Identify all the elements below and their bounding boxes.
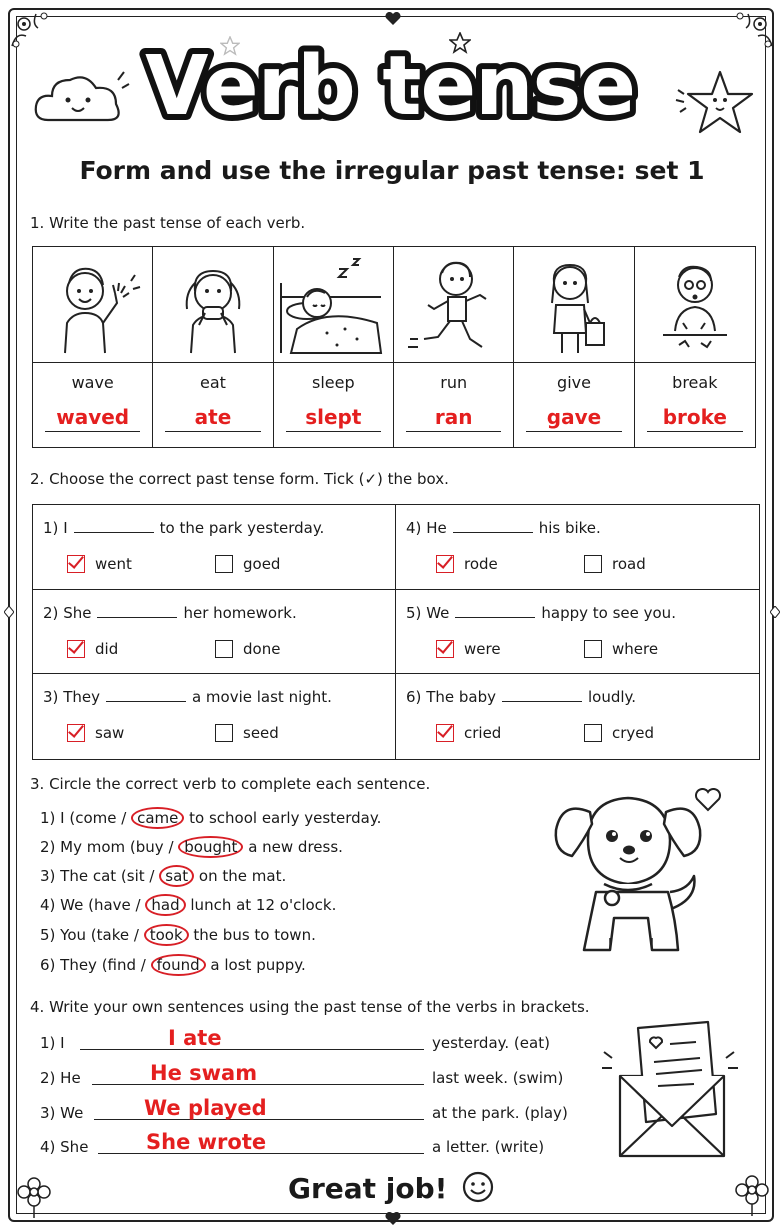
- verb-grid: [32, 246, 756, 448]
- checkbox-checked[interactable]: [67, 724, 85, 742]
- circled-answer[interactable]: found: [151, 954, 206, 976]
- verb-cell: [514, 363, 634, 447]
- verb-label: break: [672, 373, 718, 392]
- circle-sentence: 2) My mom (buy / bought a new dress.: [40, 838, 343, 856]
- verb-label: sleep: [312, 373, 355, 392]
- circled-answer[interactable]: took: [144, 924, 189, 946]
- sentence-label: 4) She: [40, 1138, 89, 1156]
- sentence-row: [40, 1130, 570, 1160]
- sentence-answer[interactable]: We played: [144, 1096, 267, 1120]
- verb-label: give: [557, 373, 591, 392]
- picture-cell: [514, 247, 634, 363]
- section-4-heading: 4. Write your own sentences using the past tense of the verbs in brackets.: [30, 998, 590, 1016]
- heart-icon: [385, 1212, 401, 1226]
- checkbox[interactable]: [215, 724, 233, 742]
- heart-icon: [385, 12, 401, 26]
- tick-question: [396, 590, 759, 675]
- corner-flower-icon: [726, 6, 778, 58]
- option-label: seed: [243, 724, 279, 743]
- picture-cell: [153, 247, 273, 363]
- checkbox[interactable]: [584, 555, 602, 573]
- question-text: 2) She her homework.: [43, 603, 297, 622]
- worksheet-subtitle: Form and use the irregular past tense: set 1: [79, 156, 705, 185]
- option-checkbox[interactable]: [436, 640, 501, 658]
- verb-cell: [274, 363, 394, 447]
- answer-line: [92, 1084, 424, 1085]
- circle-sentence: 1) I (come / came to school early yesterday.: [40, 809, 382, 827]
- circled-answer[interactable]: bought: [178, 836, 243, 858]
- corner-flower-icon: [724, 1166, 776, 1218]
- option-checkbox[interactable]: [584, 640, 658, 658]
- tick-question: [396, 505, 759, 590]
- verb-label: eat: [200, 373, 226, 392]
- worksheet-title: [110, 28, 670, 138]
- svg-text:Verb tense: Verb tense: [145, 39, 635, 134]
- sentence-label: 2) He: [40, 1069, 81, 1087]
- checkbox[interactable]: [584, 640, 602, 658]
- circle-sentence: 5) You (take / took the bus to town.: [40, 926, 316, 944]
- past-tense-answer[interactable]: waved: [45, 405, 140, 432]
- sentence-answer[interactable]: I ate: [168, 1026, 222, 1050]
- girl-with-bag-icon: [524, 253, 624, 357]
- checkbox-checked[interactable]: [436, 640, 454, 658]
- checkbox-checked[interactable]: [436, 555, 454, 573]
- option-label: went: [95, 555, 132, 573]
- eating-girl-icon: [163, 253, 263, 357]
- sentence-row: [40, 1061, 570, 1091]
- circle-sentence: 4) We (have / had lunch at 12 o'clock.: [40, 896, 337, 914]
- sentence-row: [40, 1096, 570, 1126]
- option-checkbox[interactable]: [215, 640, 280, 658]
- question-text: 5) We happy to see you.: [406, 603, 676, 622]
- circle-sentence: 3) The cat (sit / sat on the mat.: [40, 867, 287, 885]
- option-checkbox[interactable]: [436, 724, 501, 742]
- past-tense-answer[interactable]: gave: [526, 405, 621, 432]
- question-text: 6) The baby loudly.: [406, 688, 637, 707]
- corner-flower-icon: [6, 6, 58, 58]
- option-checkbox[interactable]: [436, 555, 498, 573]
- sentence-answer[interactable]: He swam: [150, 1061, 258, 1085]
- checkbox[interactable]: [215, 555, 233, 573]
- option-checkbox[interactable]: [67, 640, 118, 658]
- sentence-row: [40, 1026, 570, 1056]
- tick-question: [33, 590, 396, 675]
- checkbox[interactable]: [215, 640, 233, 658]
- verb-cell: [33, 363, 153, 447]
- option-label: cryed: [612, 724, 655, 743]
- option-label: where: [612, 639, 659, 658]
- option-label: saw: [95, 724, 125, 743]
- section-3-heading: 3. Circle the correct verb to complete each sentence.: [30, 775, 431, 793]
- envelope-letter-icon: [598, 1018, 746, 1166]
- sentence-label: 1) I: [40, 1034, 65, 1052]
- sleeping-child-icon: [277, 253, 389, 357]
- checkbox[interactable]: [584, 724, 602, 742]
- sentence-end: at the park. (play): [432, 1104, 568, 1122]
- running-boy-icon: [404, 253, 504, 357]
- sentence-end: last week. (swim): [432, 1069, 564, 1087]
- sentence-label: 3) We: [40, 1104, 84, 1122]
- option-checkbox[interactable]: [67, 724, 124, 742]
- checkbox-checked[interactable]: [67, 555, 85, 573]
- sentence-answer[interactable]: She wrote: [146, 1130, 267, 1154]
- circle-sentence: 6) They (find / found a lost puppy.: [40, 956, 306, 974]
- circled-answer[interactable]: came: [131, 807, 184, 829]
- great-job-text: Great job!: [288, 1170, 495, 1205]
- smiley-face-icon: [461, 1170, 495, 1204]
- past-tense-answer[interactable]: slept: [286, 405, 381, 432]
- picture-cell: [394, 247, 514, 363]
- question-text: 1) I to the park yesterday.: [43, 519, 325, 537]
- heart-icon: [694, 788, 722, 812]
- picture-cell: [274, 247, 394, 363]
- sentence-end: yesterday. (eat): [432, 1034, 550, 1052]
- verb-cell: [635, 363, 755, 447]
- circled-answer[interactable]: had: [145, 894, 185, 916]
- section-2-heading: 2. Choose the correct past tense form. Tick (✓) the box.: [30, 470, 449, 488]
- picture-cell: [635, 247, 755, 363]
- option-label: done: [243, 639, 281, 658]
- past-tense-answer[interactable]: ate: [165, 405, 260, 432]
- option-checkbox[interactable]: [215, 555, 280, 573]
- diamond-icon: [4, 606, 14, 618]
- sentence-end: a letter. (write): [432, 1138, 545, 1156]
- smiling-star-icon: [672, 64, 760, 144]
- tick-question: [33, 674, 396, 759]
- verb-label: run: [440, 373, 468, 392]
- tick-grid: [32, 504, 760, 760]
- answer-line: [80, 1049, 424, 1050]
- corner-flower-icon: [10, 1168, 62, 1220]
- option-label: were: [464, 639, 501, 658]
- diamond-icon: [770, 606, 780, 618]
- tick-question: [396, 674, 759, 759]
- question-text: 3) They a movie last night.: [43, 688, 332, 707]
- option-checkbox[interactable]: [215, 724, 279, 742]
- verb-label: wave: [71, 373, 114, 392]
- option-label: cried: [464, 724, 502, 743]
- waving-boy-icon: [43, 253, 143, 357]
- section-1-heading: 1. Write the past tense of each verb.: [30, 214, 306, 232]
- option-checkbox[interactable]: [584, 555, 646, 573]
- verb-cell: [394, 363, 514, 447]
- option-label: goed: [243, 555, 281, 573]
- option-label: rode: [464, 555, 498, 573]
- option-label: road: [612, 555, 646, 573]
- checkbox-checked[interactable]: [436, 724, 454, 742]
- option-checkbox[interactable]: [584, 724, 654, 742]
- picture-cell: [33, 247, 153, 363]
- circled-answer[interactable]: sat: [159, 865, 194, 887]
- option-label: did: [95, 639, 119, 658]
- option-checkbox[interactable]: [67, 555, 132, 573]
- past-tense-answer[interactable]: broke: [647, 405, 743, 432]
- question-text: 4) He his bike.: [406, 519, 601, 537]
- checkbox-checked[interactable]: [67, 640, 85, 658]
- boy-breaking-icon: [645, 253, 745, 357]
- tick-question: [33, 505, 396, 590]
- verb-cell: [153, 363, 273, 447]
- past-tense-answer[interactable]: ran: [406, 405, 501, 432]
